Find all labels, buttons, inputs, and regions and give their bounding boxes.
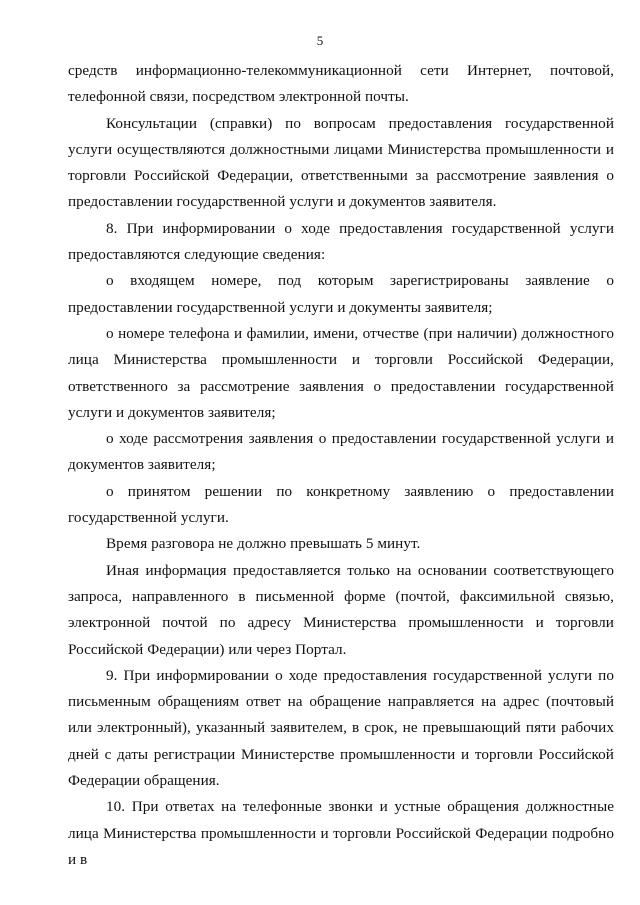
paragraph-call-duration: Время разговора не должно превышать 5 минут. — [106, 535, 421, 553]
page-number: 5 — [316, 33, 324, 48]
paragraph-decision: о принятом решении по конкретному заявлению о предоставлении государственной услуги. — [68, 482, 614, 527]
paragraph-incoming-number: о входящем номере, под которым зарегистрированы заявление о предоставлении государственной услуги и документы заявителя; — [68, 272, 614, 316]
paragraph-review-progress: о ходе рассмотрения заявления о предоставлении государственной услуги и документов заявителя; — [68, 430, 614, 474]
document-body — [68, 58, 614, 873]
paragraph-item-8: 8. При информировании о ходе предоставления государственной услуги предоставляются следующие сведения: — [68, 219, 614, 264]
paragraph-phone-and-name: о номере телефона и фамилии, имени, отчестве (при наличии) должностного лица Министерства промышленности и торговли Российской Федерации, ответственного за рассмотрение заявления о предоставлении государственной услуги и документов заявителя; — [68, 324, 614, 421]
paragraph-item-10: 10. При ответах на телефонные звонки и устные обращения должностные лица Министерства промышленности и торговли Российской Федерации подробно и в — [68, 798, 614, 868]
paragraph-other-information: Иная информация предоставляется только на основании соответствующего запроса, направленного в письменной форме (почтой, факсимильной связью, электронной почтой по адресу Министерства промышленности и торговли Российской Федерации) или через Портал. — [68, 561, 614, 658]
paragraph-item-9: 9. При информировании о ходе предоставления государственной услуги по письменным обращениям ответ на обращение направляется на адрес (почтовый или электронный), указанный заявителем, в срок, не превышающий пяти рабочих дней с даты регистрации Министерстве промышленности и торговли Российской Федерации обращения. — [68, 666, 614, 790]
paragraph-consultations: Консультации (справки) по вопросам предоставления государственной услуги осуществляются должностными лицами Министерства промышленности и торговли Российской Федерации, ответственными за рассмотрение заявления о предоставлении государственной услуги и документов заявителя. — [68, 114, 614, 211]
paragraph-continuation: средств информационно-телекоммуникационной сети Интернет, почтовой, телефонной связи, посредством электронной почты. — [68, 62, 614, 106]
